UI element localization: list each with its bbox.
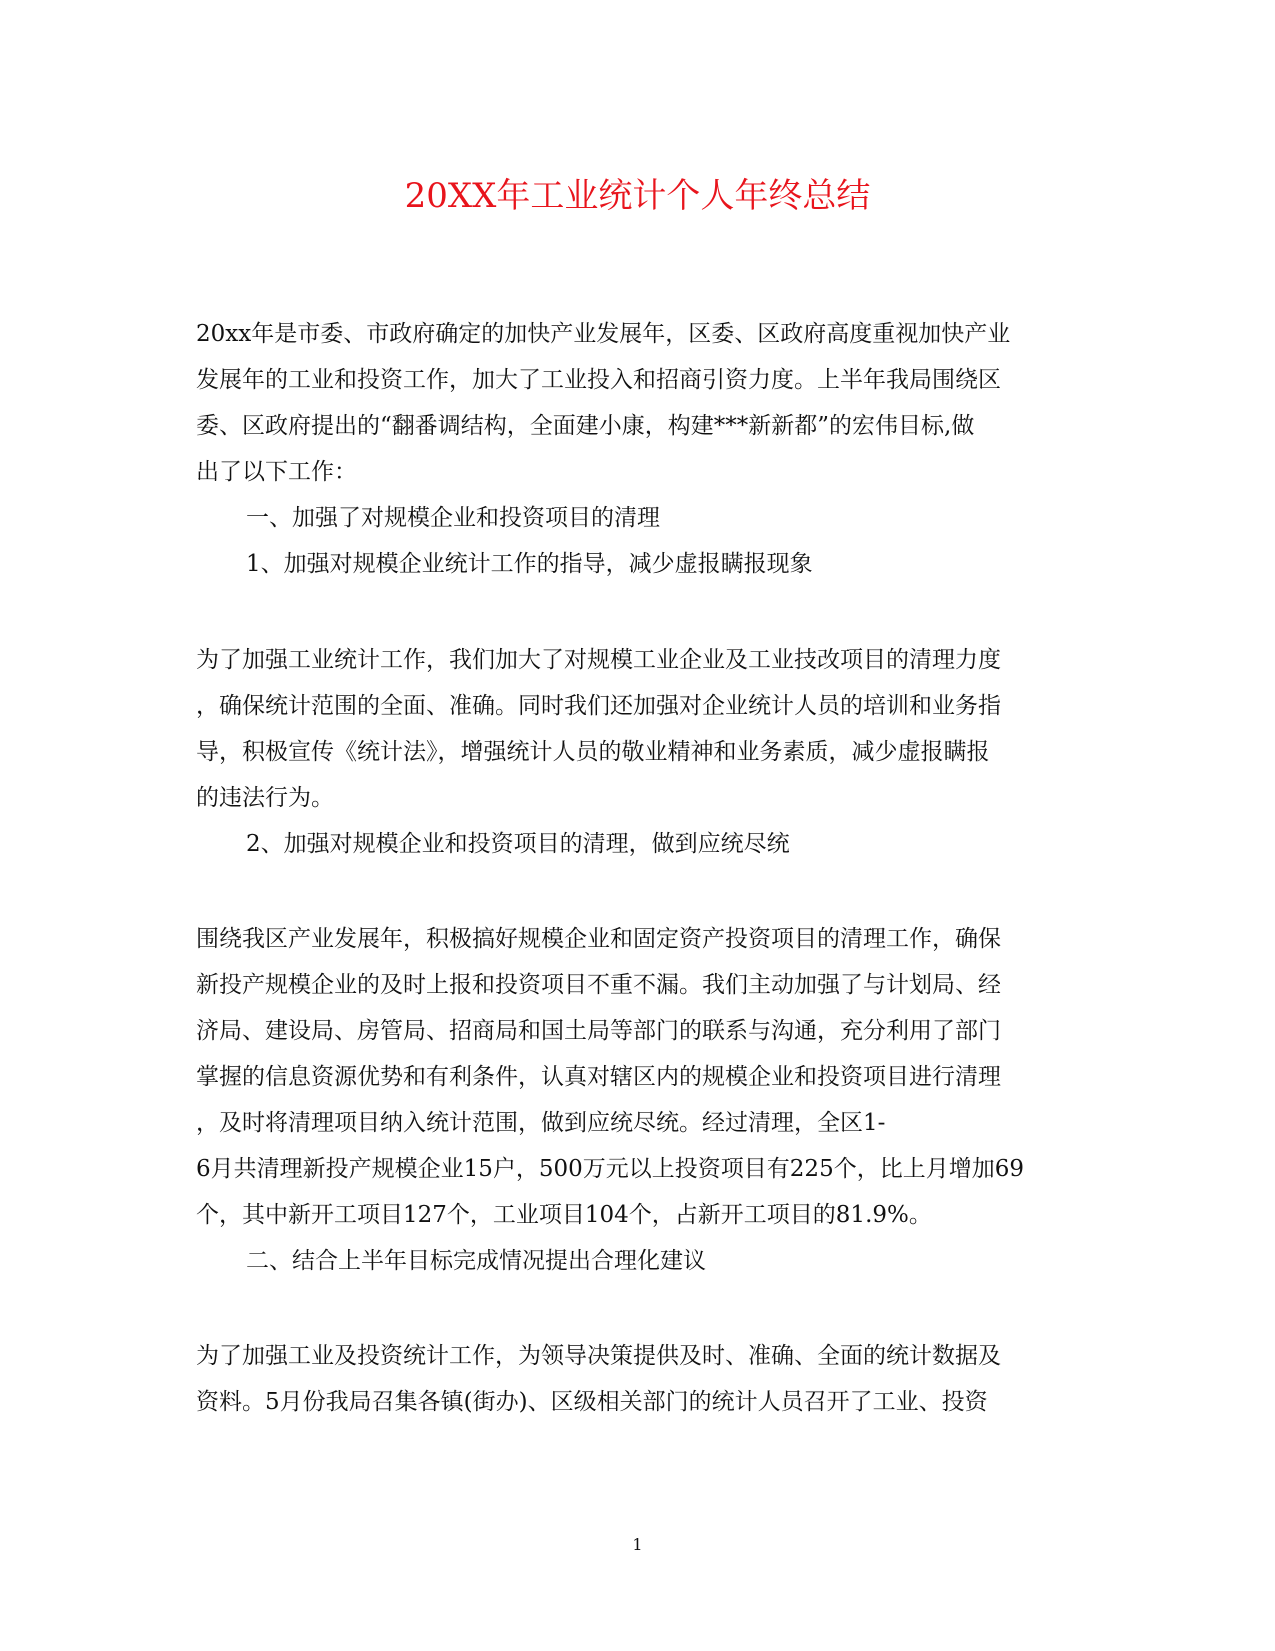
paragraph-line: 发展年的工业和投资工作，加大了工业投入和招商引资力度。上半年我局围绕区 <box>196 367 1001 393</box>
paragraph-line: 济局、建设局、房管局、招商局和国土局等部门的联系与沟通，充分利用了部门 <box>196 1018 1001 1044</box>
paragraph-line: 为了加强工业统计工作，我们加大了对规模工业企业及工业技改项目的清理力度 <box>196 647 1001 673</box>
paragraph-line: 出了以下工作： <box>196 459 357 485</box>
paragraph-line: ，确保统计范围的全面、准确。同时我们还加强对企业统计人员的培训和业务指 <box>196 693 1001 719</box>
paragraph-line: 为了加强工业及投资统计工作，为领导决策提供及时、准确、全面的统计数据及 <box>196 1343 1001 1369</box>
paragraph-line: ，及时将清理项目纳入统计范围，做到应统尽统。经过清理，全区1- <box>196 1110 886 1136</box>
paragraph-line: 资料。5月份我局召集各镇(街办)、区级相关部门的统计人员召开了工业、投资 <box>196 1389 988 1415</box>
paragraph-line: 掌握的信息资源优势和有利条件，认真对辖区内的规模企业和投资项目进行清理 <box>196 1064 1001 1090</box>
section-heading: 二、结合上半年目标完成情况提出合理化建议 <box>246 1248 706 1274</box>
paragraph-line: 的违法行为。 <box>196 785 334 811</box>
paragraph-line: 6月共清理新投产规模企业15户，500万元以上投资项目有225个，比上月增加69 <box>196 1156 1024 1182</box>
subsection-heading: 2、加强对规模企业和投资项目的清理，做到应统尽统 <box>246 831 790 857</box>
paragraph-line: 个，其中新开工项目127个，工业项目104个，占新开工项目的81.9%。 <box>196 1202 932 1228</box>
section-heading: 一、加强了对规模企业和投资项目的清理 <box>246 505 660 531</box>
page-number: 1 <box>632 1535 643 1554</box>
document-title: 20XX年工业统计个人年终总结 <box>404 176 871 216</box>
paragraph-line: 围绕我区产业发展年，积极搞好规模企业和固定资产投资项目的清理工作，确保 <box>196 926 1001 952</box>
paragraph-line: 新投产规模企业的及时上报和投资项目不重不漏。我们主动加强了与计划局、经 <box>196 972 1001 998</box>
paragraph-line: 导，积极宣传《统计法》，增强统计人员的敬业精神和业务素质，减少虚报瞒报 <box>196 739 990 765</box>
paragraph-line: 20xx年是市委、市政府确定的加快产业发展年，区委、区政府高度重视加快产业 <box>196 321 1011 347</box>
subsection-heading: 1、加强对规模企业统计工作的指导，减少虚报瞒报现象 <box>246 551 813 577</box>
paragraph-line: 委、区政府提出的“翻番调结构，全面建小康，构建***新新都”的宏伟目标,做 <box>196 413 975 439</box>
